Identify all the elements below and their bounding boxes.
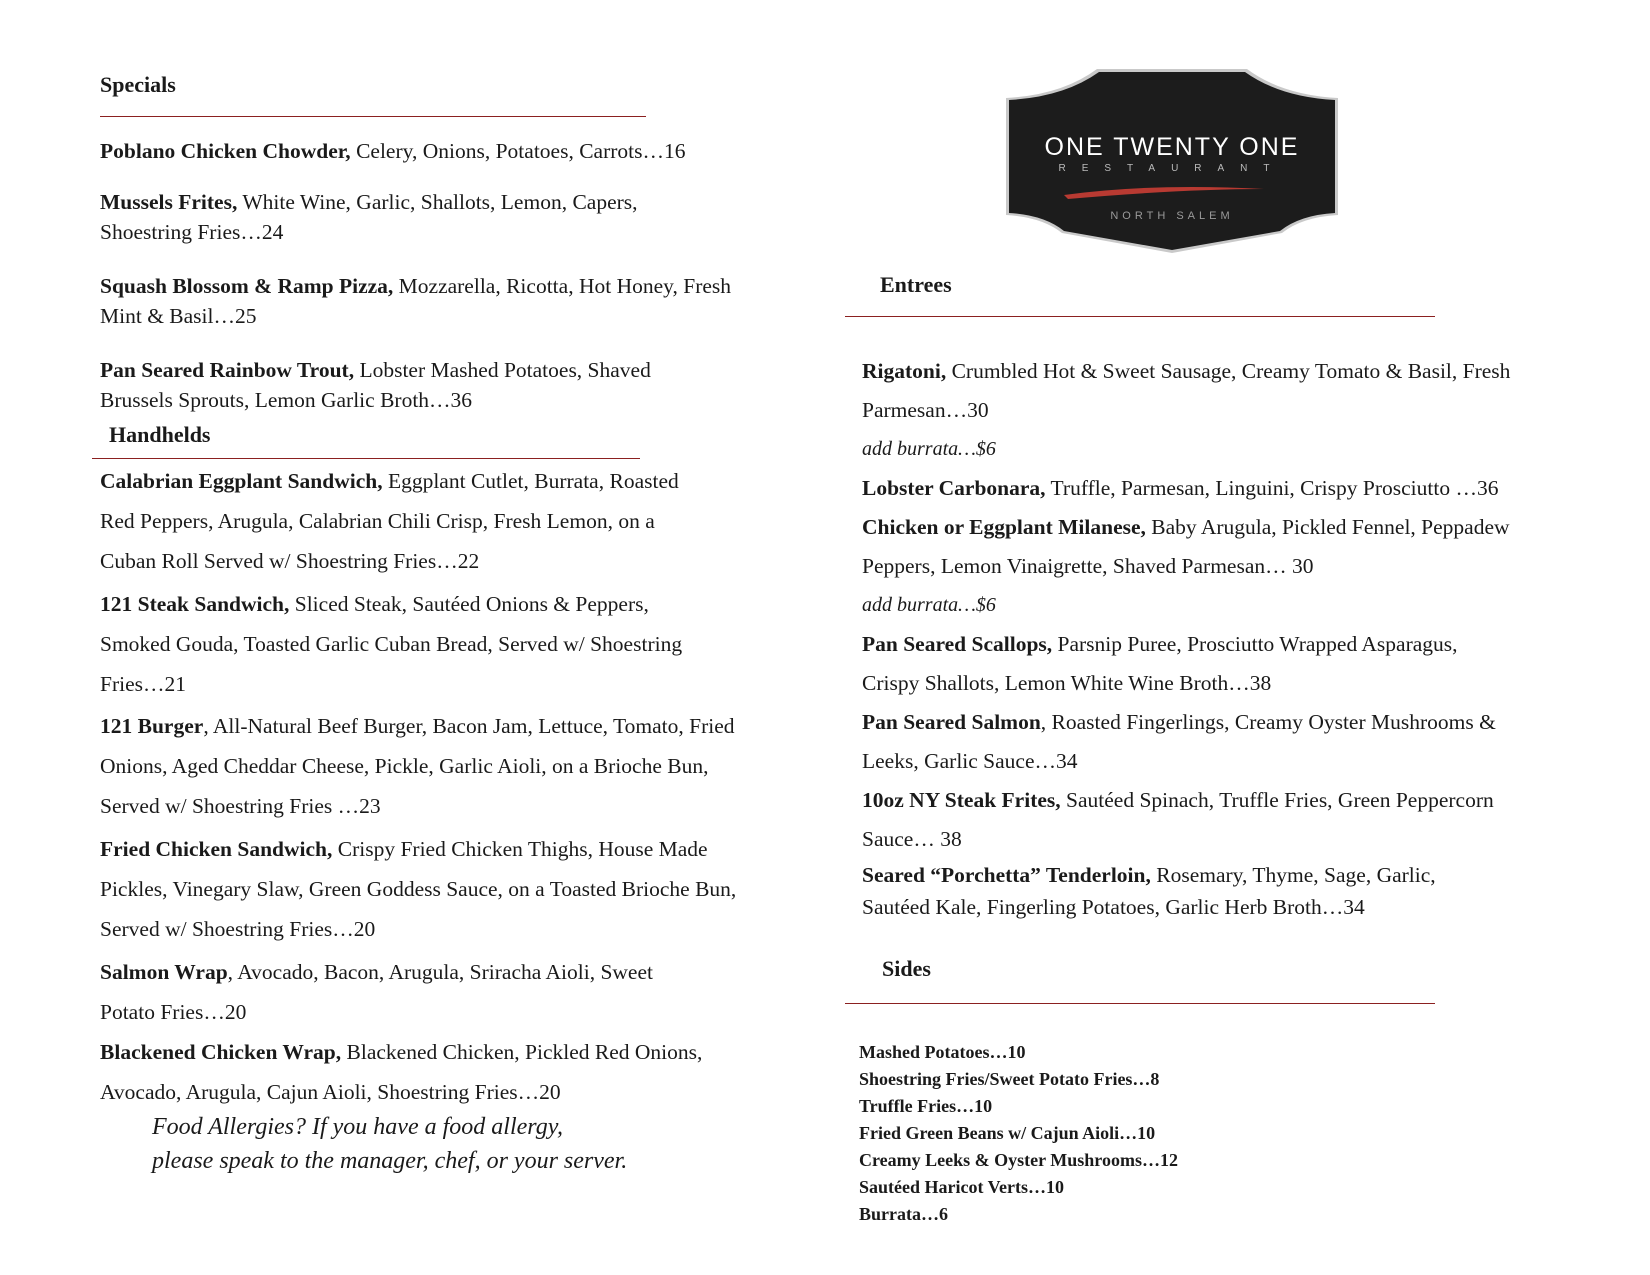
item-desc: , Avocado, Bacon, Arugula, Sriracha Aioli, Sweet Potato Fries…20	[100, 960, 653, 1024]
entrees-list	[862, 352, 1562, 923]
entree-item-milanese	[862, 508, 1562, 586]
item-name: Salmon Wrap	[100, 960, 228, 984]
item-desc: Truffle, Parmesan, Linguini, Crispy Prosciutto …36	[1045, 476, 1499, 500]
side-item: Fried Green Beans w/ Cajun Aioli…10	[859, 1123, 1156, 1143]
item-desc: Mozzarella, Ricotta, Hot Honey, Fresh Mint & Basil…25	[100, 274, 732, 328]
item-name: Rigatoni,	[862, 359, 947, 383]
item-desc: Celery, Onions, Potatoes, Carrots…16	[350, 139, 686, 163]
sides-list	[859, 1039, 1359, 1228]
side-item: Creamy Leeks & Oyster Mushrooms…12	[859, 1150, 1178, 1170]
handheld-item-burger	[100, 706, 750, 826]
item-name: Mussels Frites,	[100, 190, 238, 214]
logo-location: NORTH SALEM	[1110, 210, 1234, 222]
entree-item-steak-frites	[862, 781, 1542, 859]
handheld-item-salmon-wrap	[100, 952, 700, 1032]
item-desc: Baby Arugula, Pickled Fennel, Peppadew Peppers, Lemon Vinaigrette, Shaved Parmesan… 30	[862, 515, 1510, 578]
special-item-chowder	[100, 136, 760, 166]
item-desc: Eggplant Cutlet, Burrata, Roasted Red Peppers, Arugula, Calabrian Chili Crisp, Fresh Lemon, on a Cuban Roll Served w/ Shoestring Fries…22	[100, 469, 679, 573]
handhelds-divider	[92, 458, 640, 459]
entree-item-carbonara	[862, 469, 1562, 508]
allergy-notice	[152, 1110, 712, 1178]
special-item-mussels	[100, 187, 710, 247]
item-desc: Crumbled Hot & Sweet Sausage, Creamy Tomato & Basil, Fresh Parmesan…30	[862, 359, 1511, 422]
item-desc: Lobster Mashed Potatoes, Shaved Brussels Sprouts, Lemon Garlic Broth…36	[100, 358, 651, 412]
item-desc: Rosemary, Thyme, Sage, Garlic, Sautéed Kale, Fingerling Potatoes, Garlic Herb Broth…34	[862, 863, 1436, 919]
item-name: Pan Seared Rainbow Trout,	[100, 358, 355, 382]
item-name: Fried Chicken Sandwich,	[100, 837, 333, 861]
entree-item-porchetta	[862, 859, 1502, 923]
item-name: Squash Blossom & Ramp Pizza,	[100, 274, 394, 298]
item-name: Pan Seared Scallops,	[862, 632, 1053, 656]
sides-heading: Sides	[882, 956, 931, 981]
side-item: Mashed Potatoes…10	[859, 1042, 1026, 1062]
specials-heading: Specials	[100, 72, 176, 97]
item-name: Blackened Chicken Wrap,	[100, 1040, 342, 1064]
restaurant-logo	[1002, 65, 1342, 255]
handheld-item-fried-chicken	[100, 829, 740, 949]
entree-item-salmon	[862, 703, 1532, 781]
entree-item-rigatoni	[862, 352, 1562, 430]
item-name: Poblano Chicken Chowder,	[100, 139, 351, 163]
item-desc: Sliced Steak, Sautéed Onions & Peppers, Smoked Gouda, Toasted Garlic Cuban Bread, Served w/ Shoestring Fries…21	[100, 592, 683, 696]
allergy-line-2: please speak to the manager, chef, or your server.	[152, 1148, 628, 1174]
item-desc: Crispy Fried Chicken Thighs, House Made Pickles, Vinegary Slaw, Green Goddess Sauce, on a Toasted Brioche Bun, Served w/ Shoestring Fries…20	[100, 837, 737, 941]
handheld-item-steak	[100, 584, 710, 704]
side-item: Truffle Fries…10	[859, 1096, 993, 1116]
entrees-heading: Entrees	[880, 272, 952, 297]
handheld-item-eggplant	[100, 461, 680, 581]
handheld-item-chicken-wrap	[100, 1032, 750, 1112]
special-item-pizza	[100, 271, 750, 331]
entree-item-scallops	[862, 625, 1512, 703]
item-name: 10oz NY Steak Frites,	[862, 788, 1061, 812]
item-name: Pan Seared Salmon	[862, 710, 1041, 734]
entree-note-rigatoni: add burrata…$6	[862, 438, 996, 460]
side-item: Sautéed Haricot Verts…10	[859, 1177, 1064, 1197]
item-name: Seared “Porchetta” Tenderloin,	[862, 863, 1151, 887]
item-name: 121 Burger	[100, 714, 204, 738]
special-item-trout	[100, 355, 660, 415]
item-desc: Sautéed Spinach, Truffle Fries, Green Peppercorn Sauce… 38	[862, 788, 1494, 851]
entree-note-milanese: add burrata…$6	[862, 594, 996, 616]
sides-divider	[845, 1003, 1435, 1004]
item-desc: , All-Natural Beef Burger, Bacon Jam, Lettuce, Tomato, Fried Onions, Aged Cheddar Cheese, Pickle, Garlic Aioli, on a Brioche Bun, Served w/ Shoestring Fries …23	[100, 714, 735, 818]
logo-name: ONE TWENTY ONE	[1044, 133, 1300, 161]
side-item: Burrata…6	[859, 1204, 948, 1224]
item-name: 121 Steak Sandwich,	[100, 592, 290, 616]
item-desc: Blackened Chicken, Pickled Red Onions, Avocado, Arugula, Cajun Aioli, Shoestring Fries…20	[100, 1040, 703, 1104]
item-desc: Parsnip Puree, Prosciutto Wrapped Asparagus, Crispy Shallots, Lemon White Wine Broth…38	[862, 632, 1458, 695]
item-name: Calabrian Eggplant Sandwich,	[100, 469, 383, 493]
specials-divider	[100, 116, 646, 117]
entrees-divider	[845, 316, 1435, 317]
logo-subtitle: RESTAURANT	[1058, 163, 1286, 174]
item-desc: White Wine, Garlic, Shallots, Lemon, Capers, Shoestring Fries…24	[100, 190, 638, 244]
handhelds-heading: Handhelds	[109, 422, 211, 447]
item-name: Lobster Carbonara,	[862, 476, 1046, 500]
allergy-line-1: Food Allergies? If you have a food allergy,	[152, 1114, 564, 1140]
side-item: Shoestring Fries/Sweet Potato Fries…8	[859, 1069, 1160, 1089]
item-name: Chicken or Eggplant Milanese,	[862, 515, 1146, 539]
item-desc: , Roasted Fingerlings, Creamy Oyster Mushrooms & Leeks, Garlic Sauce…34	[862, 710, 1496, 773]
